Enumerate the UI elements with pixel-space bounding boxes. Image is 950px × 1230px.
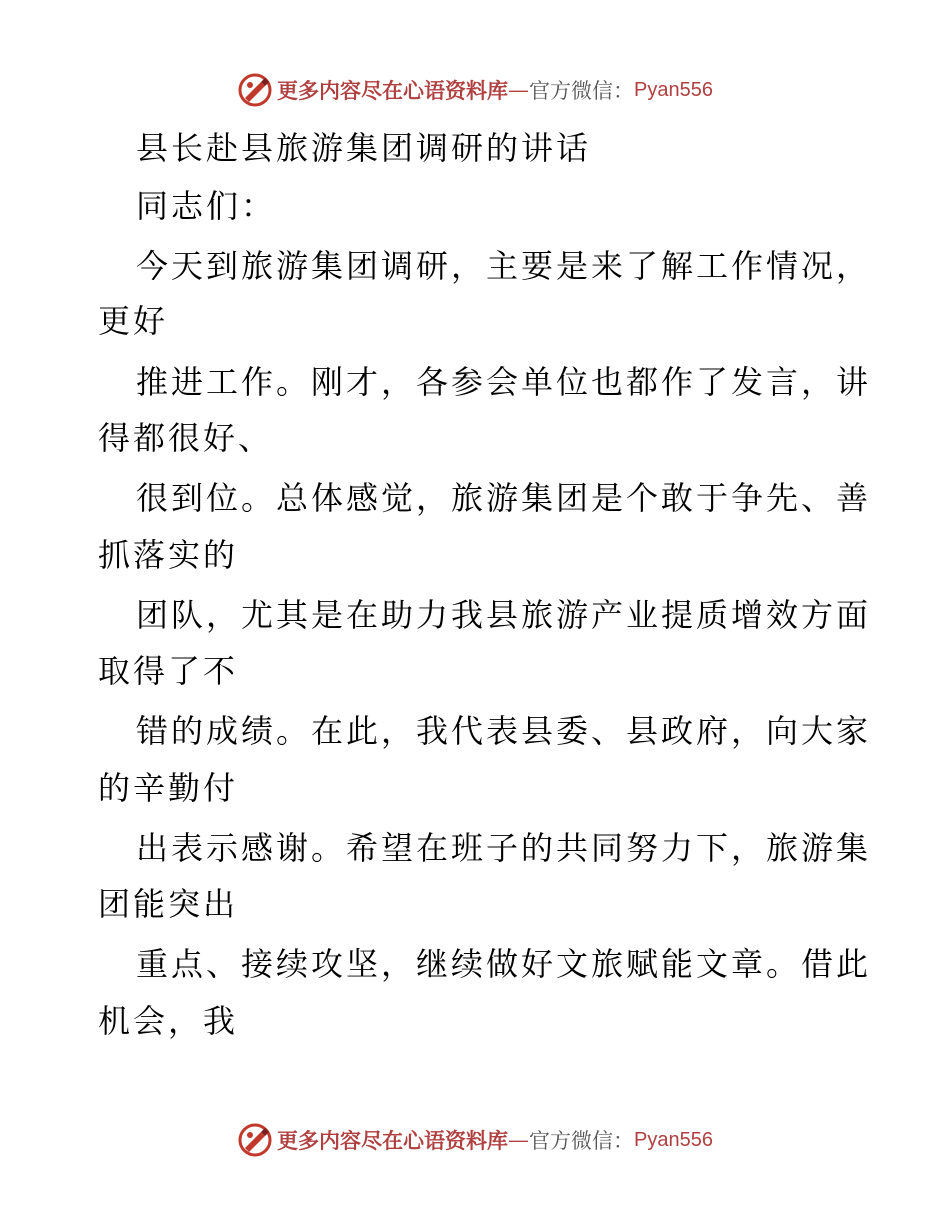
watermark-wechat-id: Pyan556: [634, 1128, 713, 1151]
document-title: 县长赴县旅游集团调研的讲话: [136, 129, 592, 167]
paragraph-line: 抓落实的: [98, 536, 239, 574]
paragraph-line: 团队，尤其是在助力我县旅游产业提质增效方面: [136, 596, 872, 634]
watermark-brand-text: 更多内容尽在心语资料库: [277, 78, 509, 103]
paragraph-line: 推进工作。刚才，各参会单位也都作了发言，讲: [136, 363, 872, 401]
paragraph-line: 取得了不: [98, 652, 239, 690]
paragraph-line: 团能突出: [98, 885, 239, 923]
paragraph-line: 今天到旅游集团调研，主要是来了解工作情况，: [136, 247, 872, 285]
document-salutation: 同志们：: [136, 187, 277, 225]
paragraph-line: 错的成绩。在此，我代表县委、县政府，向大家: [136, 712, 872, 750]
watermark-separator: —: [508, 78, 530, 102]
watermark-brand-text: 更多内容尽在心语资料库: [277, 1128, 509, 1153]
paragraph-line: 更好: [98, 302, 169, 340]
paragraph-line: 的辛勤付: [98, 769, 239, 807]
footer-watermark: [0, 1120, 950, 1160]
brand-logo-icon: [237, 1122, 273, 1158]
paragraph-line: 机会，我: [98, 1002, 239, 1040]
watermark-separator: —: [508, 1128, 530, 1152]
watermark-wechat-label: 官方微信：: [529, 1129, 635, 1153]
paragraph-line: 很到位。总体感觉，旅游集团是个敢于争先、善: [136, 479, 872, 517]
watermark-wechat-label: 官方微信：: [529, 79, 635, 103]
paragraph-line: 出表示感谢。希望在班子的共同努力下，旅游集: [136, 829, 872, 867]
watermark-wechat-id: Pyan556: [634, 78, 713, 101]
paragraph-line: 重点、接续攻坚，继续做好文旅赋能文章。借此: [136, 945, 872, 983]
paragraph-line: 得都很好、: [98, 419, 274, 457]
